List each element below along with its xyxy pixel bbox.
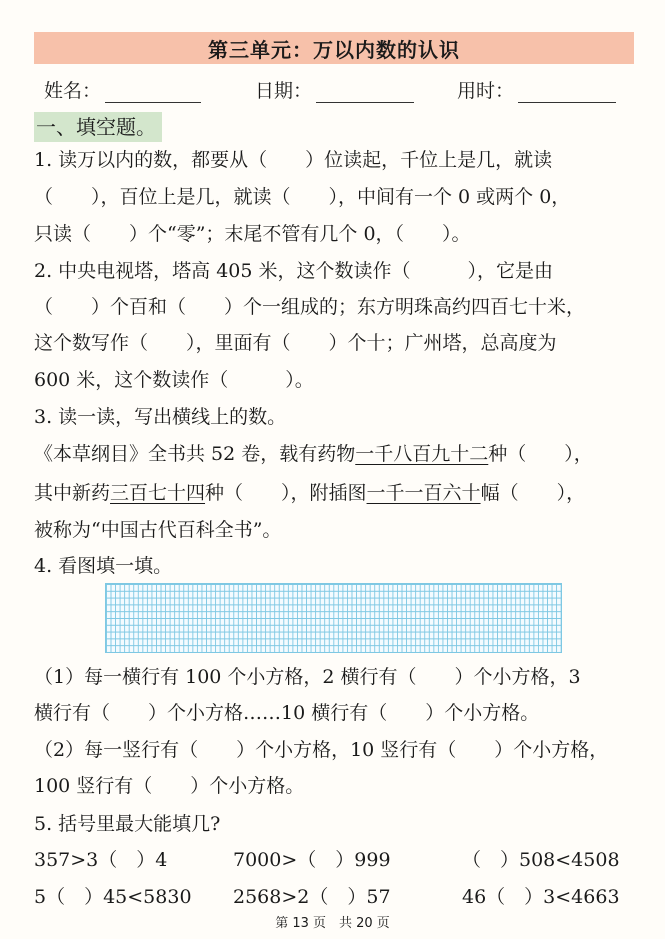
q1-line-3: 只读（ ）个“零”；末尾不管有几个 0，（ ）。 [34, 223, 471, 245]
q2-line-4: 600 米，这个数读作（ ）。 [34, 369, 314, 391]
q2-line-3: 这个数写作（ ），里面有（ ）个十；广州塔，总高度为 [34, 332, 557, 354]
q1-line-2: （ ），百位上是几，就读（ ），中间有一个 0 或两个 0， [34, 186, 571, 208]
page-number-footer: 第 13 页 共 20 页 [275, 916, 390, 931]
comparison-item: 5（ ）45<5830 [34, 886, 192, 908]
time-field[interactable] [457, 76, 616, 103]
time-label: 用时： [457, 80, 515, 102]
section-heading-fill-in: 一、填空题。 [34, 112, 162, 142]
comparison-item: 46（ ）3<4663 [462, 886, 620, 908]
name-blank-line[interactable] [105, 82, 201, 103]
q3-line-4: 被称为“中国古代百科全书”。 [34, 519, 282, 541]
student-info-row [44, 76, 635, 104]
q3-underlined-number: 三百七十四 [110, 482, 206, 504]
q4-line-1: 4. 看图填一填。 [34, 555, 173, 577]
q3-text: 其中新药 [34, 482, 111, 504]
q3-underlined-number: 一千一百六十 [366, 482, 481, 504]
name-field[interactable] [44, 76, 201, 103]
q2-line-2: （ ）个百和（ ）个一组成的；东方明珠高约四百七十米， [34, 296, 586, 318]
q4-part1-line-1: （1）每一横行有 100 个小方格，2 横行有（ ）个小方格，3 [34, 666, 581, 688]
q3-line-1: 3. 读一读，写出横线上的数。 [34, 406, 287, 428]
q3-text: 《本草纲目》全书共 52 卷，载有药物 [34, 443, 356, 465]
name-label: 姓名： [44, 80, 102, 102]
q4-part1-line-2: 横行有（ ）个小方格……10 横行有（ ）个小方格。 [34, 702, 540, 724]
date-blank-line[interactable] [316, 82, 414, 103]
q3-text: 种（ ）， [488, 443, 593, 465]
q3-text: 幅（ ）， [480, 482, 586, 504]
square-grid-figure [105, 583, 562, 653]
comparison-item: 357>3（ ）4 [34, 849, 168, 871]
date-field[interactable] [255, 76, 414, 103]
comparison-item: （ ）508<4508 [462, 849, 620, 871]
time-blank-line[interactable] [518, 82, 616, 103]
q5-line-1: 5. 括号里最大能填几? [34, 813, 221, 835]
q3-underlined-number: 一千八百九十二 [355, 443, 489, 465]
date-label: 日期： [255, 80, 313, 102]
q3-text: 种（ ），附插图 [205, 482, 367, 504]
worksheet-title: 第三单元：万以内数的认识 [34, 32, 634, 64]
q4-part2-line-2: 100 竖行有（ ）个小方格。 [34, 775, 305, 797]
comparison-item: 2568>2（ ）57 [233, 886, 391, 908]
q3-line-3 [34, 478, 585, 508]
comparison-item: 7000>（ ）999 [233, 849, 391, 871]
q2-line-1: 2. 中央电视塔，塔高 405 米，这个数读作（ ），它是由 [34, 260, 554, 282]
q3-line-2 [34, 439, 593, 469]
q1-line-1: 1. 读万以内的数，都要从（ ）位读起，千位上是几，就读 [34, 149, 553, 171]
q4-part2-line-1: （2）每一竖行有（ ）个小方格，10 竖行有（ ）个小方格， [34, 739, 609, 761]
